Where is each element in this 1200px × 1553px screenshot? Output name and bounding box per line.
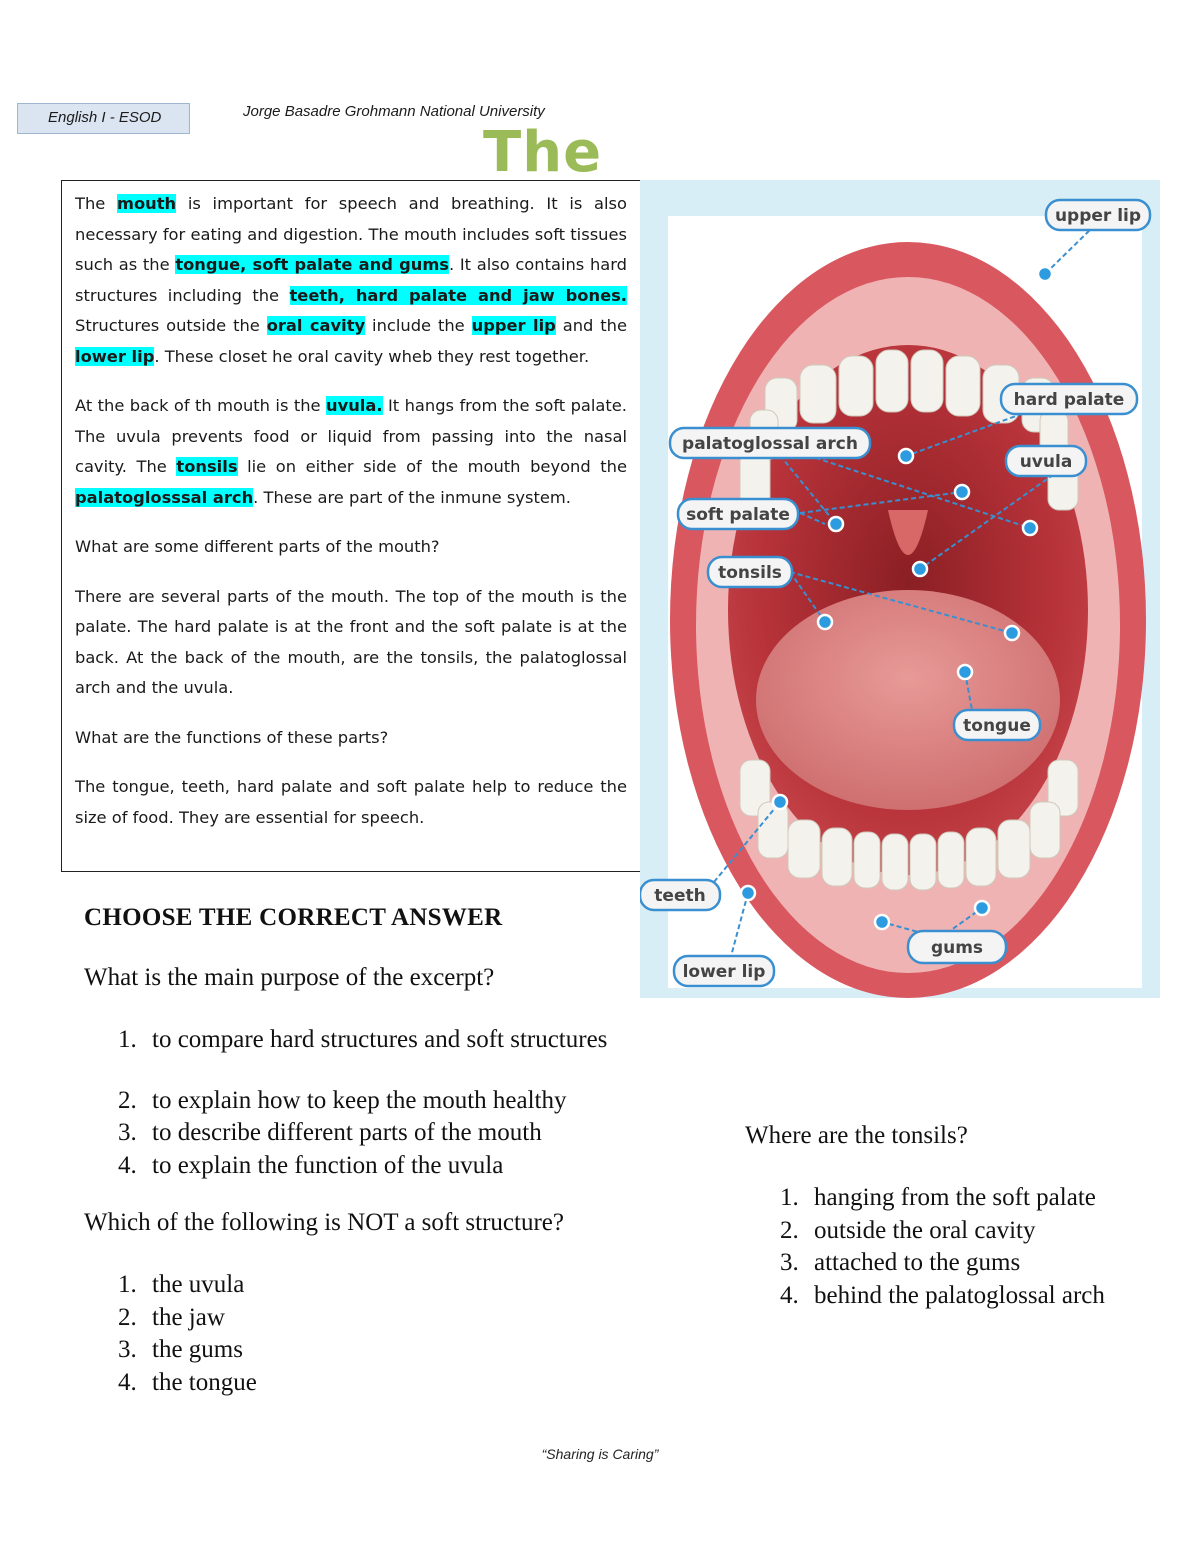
svg-text:hard palate: hard palate bbox=[1013, 390, 1125, 410]
label-palatoglossal-arch bbox=[670, 428, 870, 458]
label-uvula bbox=[1006, 446, 1086, 476]
svg-text:tonsils: tonsils bbox=[718, 563, 782, 583]
svg-text:lower lip: lower lip bbox=[682, 962, 766, 982]
reading-answer-1: There are several parts of the mouth. The top of the mouth is the palate. The hard palate is at the front and the soft palate is at the back. At the back of the mouth, are the tonsils, the palatoglossal arch and the uvula. bbox=[75, 586, 627, 697]
highlight-soft-tissues: tongue, soft palate and gums bbox=[175, 255, 449, 274]
svg-text:teeth: teeth bbox=[654, 886, 706, 906]
q1-option-3[interactable]: 3. to describe different parts of the mouth bbox=[118, 1119, 542, 1146]
label-lower-lip bbox=[674, 956, 774, 986]
highlight-palatoglossal-arch: palatoglosssal arch bbox=[75, 487, 254, 507]
svg-text:soft palate: soft palate bbox=[686, 505, 790, 525]
label-hard-palate bbox=[1001, 384, 1137, 414]
label-soft-palate bbox=[678, 499, 798, 529]
q3-option-2[interactable]: 2. outside the oral cavity bbox=[780, 1216, 1036, 1244]
highlight-upper-lip: upper lip bbox=[471, 316, 556, 335]
highlight-mouth: mouth bbox=[117, 194, 177, 213]
mouth-illustration bbox=[640, 180, 1160, 998]
label-teeth bbox=[640, 880, 720, 910]
question-2-options bbox=[118, 1269, 257, 1399]
paragraph-1: The mouth is important for speech and breathing. It is also necessary for eating and digestion. The mouth includes soft tissues such as the tongue, soft palate and gums. It also contains hard structures including the teeth, hard palate and jaw bones. Structures outside the oral cavity include the upper lip and the lower lip. These closet he oral cavity wheb they rest together. bbox=[75, 194, 627, 366]
q1-option-2[interactable]: 2. to explain how to keep the mouth healthy bbox=[118, 1086, 567, 1114]
footer-motto: “Sharing is Caring” bbox=[541, 1446, 659, 1462]
question-3-options bbox=[780, 1182, 1110, 1312]
page-title: The bbox=[483, 120, 603, 185]
reading-answer-2: The tongue, teeth, hard palate and soft palate help to reduce the size of food. They are essential for speech. bbox=[75, 777, 627, 827]
q3-option-4[interactable]: 4. behind the palatoglossal arch bbox=[780, 1281, 1105, 1309]
q3-option-1[interactable]: 1. hanging from the soft palate bbox=[780, 1184, 1096, 1211]
highlight-uvula: uvula. bbox=[326, 396, 383, 415]
question-2: Which of the following is NOT a soft structure? bbox=[84, 1209, 564, 1236]
question-1-options bbox=[118, 1024, 607, 1182]
paragraph-2: At the back of th mouth is the uvula. It hangs from the soft palate. The uvula prevents food or liquid from passing into the nasal cavity. The tonsils lie on either side of the mouth beyond the palatoglosssal arch. These are part of the inmune system. bbox=[75, 396, 627, 507]
question-1: What is the main purpose of the excerpt? bbox=[84, 964, 495, 991]
svg-text:tongue: tongue bbox=[963, 716, 1031, 736]
highlight-lower-lip: lower lip bbox=[75, 346, 155, 366]
svg-text:palatoglossal arch: palatoglossal arch bbox=[682, 434, 858, 454]
tongue-shape bbox=[756, 590, 1060, 810]
svg-text:uvula: uvula bbox=[1019, 452, 1073, 472]
university-name: Jorge Basadre Grohmann National University bbox=[243, 103, 545, 120]
q3-option-3[interactable]: 3. attached to the gums bbox=[780, 1249, 1021, 1276]
mouth-diagram bbox=[640, 180, 1160, 998]
question-3: Where are the tonsils? bbox=[745, 1122, 968, 1149]
q1-option-1[interactable]: 1. to compare hard structures and soft structures bbox=[118, 1026, 608, 1053]
q2-option-1[interactable]: 1. the uvula bbox=[118, 1271, 245, 1298]
label-upper-lip bbox=[1046, 200, 1150, 230]
q2-option-4[interactable]: 4. the tongue bbox=[118, 1368, 257, 1396]
label-gums bbox=[908, 931, 1006, 963]
quiz-heading: CHOOSE THE CORRECT ANSWER bbox=[84, 904, 503, 931]
svg-text:gums: gums bbox=[930, 938, 984, 958]
highlight-tonsils: tonsils bbox=[176, 457, 238, 476]
q1-option-4[interactable]: 4. to explain the function of the uvula bbox=[118, 1151, 504, 1179]
reading-question-2: What are the functions of these parts? bbox=[75, 727, 389, 747]
svg-text:upper lip: upper lip bbox=[1054, 206, 1142, 226]
highlight-oral-cavity: oral cavity bbox=[266, 316, 366, 335]
label-tonsils bbox=[708, 557, 792, 587]
reading-passage bbox=[61, 180, 641, 872]
label-tongue bbox=[954, 710, 1040, 740]
q2-option-3[interactable]: 3. the gums bbox=[118, 1336, 243, 1363]
q2-option-2[interactable]: 2. the jaw bbox=[118, 1303, 225, 1331]
reading-question-1: What are some different parts of the mouth? bbox=[75, 537, 440, 556]
highlight-hard-structures: teeth, hard palate and jaw bones. bbox=[289, 285, 627, 305]
course-tag bbox=[17, 103, 190, 134]
course-label: English I - ESOD bbox=[48, 109, 162, 126]
